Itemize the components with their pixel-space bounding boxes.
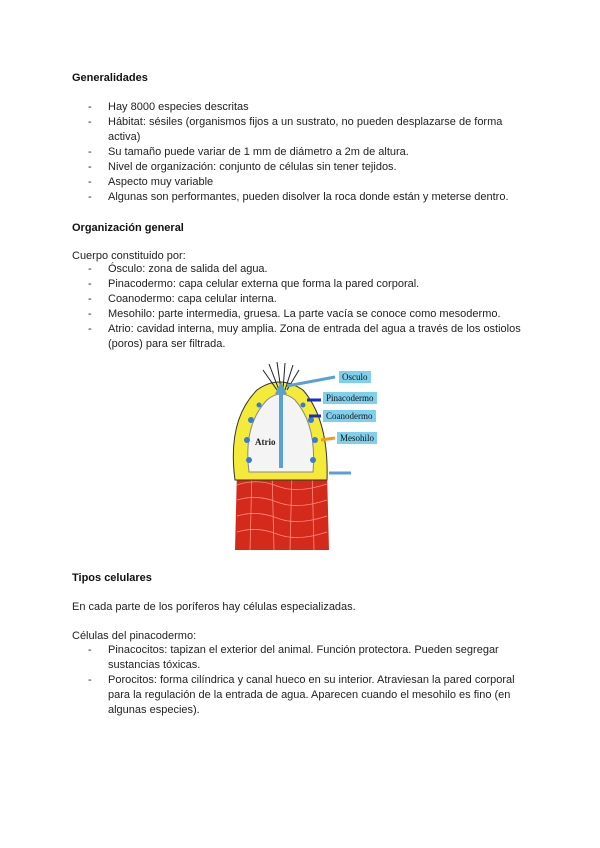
list-item: - Mesohilo: parte intermedia, gruesa. La parte vacía se conoce como mesodermo. (72, 307, 532, 322)
list-item: - Nivel de organización: conjunto de células sin tener tejidos. (72, 160, 532, 175)
list-item: - Porocitos: forma cilíndrica y canal hueco en su interior. Atraviesan la pared corporal para la regulación de la entrada de agua. Aparecen cuando el mesohilo es fino (en algunas especies). (72, 673, 532, 718)
label-mesohilo: Mesohilo (337, 432, 377, 444)
section-heading-generalidades: Generalidades (72, 72, 148, 84)
organizacion-list (72, 262, 532, 352)
list-item: - Pinacodermo: capa celular externa que forma la pared corporal. (72, 277, 532, 292)
list-item: - Pinacocitos: tapizan el exterior del animal. Función protectora. Pueden segregar sustancias tóxicas. (72, 643, 532, 673)
list-item: - Hay 8000 especies descritas (72, 100, 532, 115)
tipos-subintro: Células del pinacodermo: (72, 630, 197, 642)
sponge-diagram (217, 360, 385, 550)
generalidades-list (72, 100, 532, 205)
list-item: - Aspecto muy variable (72, 175, 532, 190)
label-osculo: Osculo (339, 371, 371, 383)
list-item: - Su tamaño puede variar de 1 mm de diámetro a 2m de altura. (72, 145, 532, 160)
label-atrio: Atrio (255, 437, 276, 447)
list-item: - Algunas son performantes, pueden disolver la roca donde están y meterse dentro. (72, 190, 532, 205)
label-pinacodermo: Pinacodermo (323, 392, 377, 404)
organizacion-intro: Cuerpo constituido por: (72, 250, 186, 262)
section-heading-tipos: Tipos celulares (72, 572, 152, 584)
label-coanodermo: Coanodermo (323, 410, 376, 422)
list-item: - Atrio: cavidad interna, muy amplia. Zona de entrada del agua a través de los ostiolos (poros) para ser filtrada. (72, 322, 532, 352)
list-item: - Ósculo: zona de salida del agua. (72, 262, 532, 277)
section-heading-organizacion: Organización general (72, 222, 184, 234)
tipos-list (72, 643, 532, 718)
tipos-intro: En cada parte de los poríferos hay células especializadas. (72, 601, 356, 613)
sponge-illustration (217, 360, 385, 550)
list-item: - Coanodermo: capa celular interna. (72, 292, 532, 307)
list-item: - Hábitat: sésiles (organismos fijos a un sustrato, no pueden desplazarse de forma activa) (72, 115, 532, 145)
mesohilo-pointer (321, 438, 335, 440)
